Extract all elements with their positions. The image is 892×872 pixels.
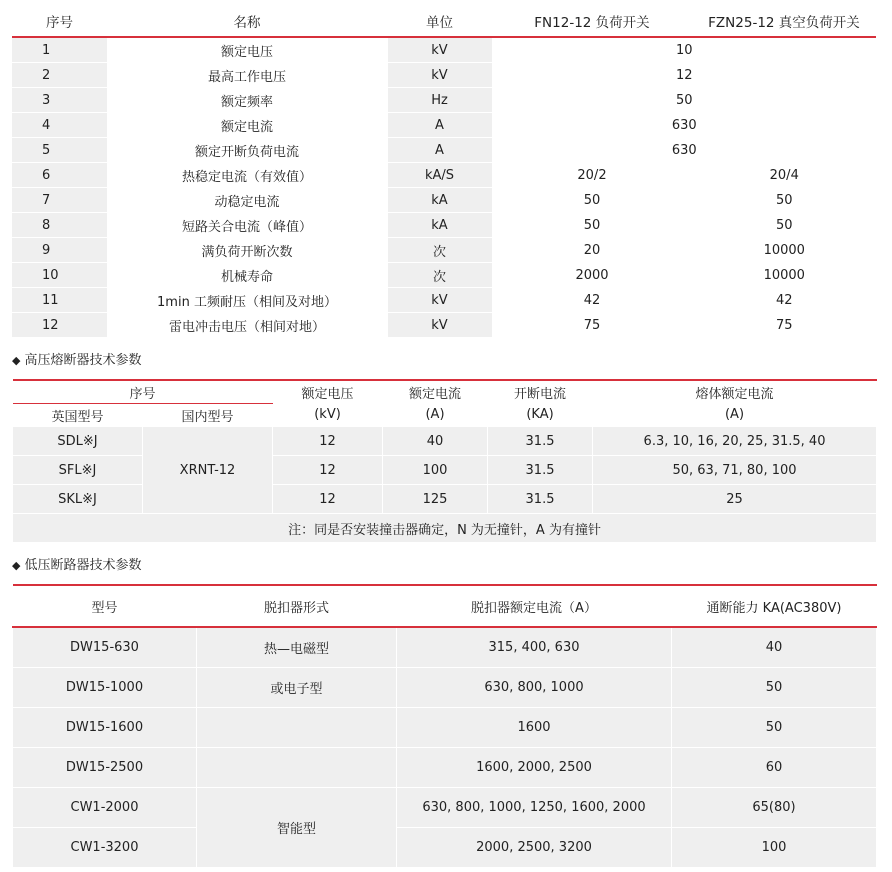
header-current-unit: (A)	[425, 407, 445, 423]
row-voltage: 12	[273, 485, 383, 514]
row-fn12: 50	[492, 213, 692, 238]
row-trip-type: 热—电磁型	[197, 627, 397, 668]
table-header-row	[13, 585, 877, 627]
fuse-spec-table	[12, 379, 877, 543]
table-row	[13, 668, 877, 708]
row-name: 最高工作电压	[107, 63, 387, 88]
table-row	[13, 788, 877, 828]
breaker-spec-table	[12, 584, 877, 868]
row-uk-model: SDL※J	[13, 427, 143, 456]
row-no: 4	[12, 113, 107, 138]
row-rated-current: 630, 800, 1000, 1250, 1600, 2000	[397, 788, 672, 828]
table-row	[12, 313, 876, 338]
row-breaking: 31.5	[488, 427, 593, 456]
row-name: 动稳定电流	[107, 188, 387, 213]
row-unit: A	[387, 113, 492, 138]
header-name: 名称	[107, 6, 387, 37]
row-unit: A	[387, 138, 492, 163]
row-current: 100	[383, 456, 488, 485]
row-capacity: 100	[672, 828, 877, 868]
header-trip-type: 脱扣器形式	[197, 585, 397, 627]
row-unit: Hz	[387, 88, 492, 113]
row-fzn25: 50	[692, 213, 876, 238]
table-row	[12, 238, 876, 263]
row-no: 2	[12, 63, 107, 88]
section-title-fuse	[12, 349, 141, 368]
row-capacity: 40	[672, 627, 877, 668]
table-note-row	[13, 514, 877, 543]
table-row	[12, 113, 876, 138]
row-model: DW15-1600	[13, 708, 197, 748]
load-switch-spec-table	[12, 6, 876, 338]
row-value-merged: 12	[492, 63, 876, 88]
row-uk-model: SKL※J	[13, 485, 143, 514]
section-title-breaker	[12, 554, 141, 573]
table-header-row	[13, 404, 877, 427]
row-no: 3	[12, 88, 107, 113]
row-value-merged: 50	[492, 88, 876, 113]
row-trip-type-empty	[197, 748, 397, 788]
row-fn12: 75	[492, 313, 692, 338]
row-unit: kV	[387, 37, 492, 63]
row-voltage: 12	[273, 427, 383, 456]
header-fuse-unit: (A)	[724, 407, 745, 423]
table-row	[13, 708, 877, 748]
table-header-row	[12, 6, 876, 37]
header-voltage: 额定电压	[301, 386, 354, 402]
row-fzn25: 50	[692, 188, 876, 213]
row-no: 12	[12, 313, 107, 338]
row-rated-current: 2000, 2500, 3200	[397, 828, 672, 868]
row-fn12: 50	[492, 188, 692, 213]
row-name: 热稳定电流（有效值）	[107, 163, 387, 188]
row-current: 125	[383, 485, 488, 514]
row-breaking: 31.5	[488, 485, 593, 514]
table-row	[12, 288, 876, 313]
header-seq: 序号	[13, 380, 273, 404]
row-no: 10	[12, 263, 107, 288]
header-current: 额定电流	[409, 386, 462, 402]
table-row	[12, 213, 876, 238]
table-row	[12, 63, 876, 88]
table-row	[12, 263, 876, 288]
section-title-text: 高压熔断器技术参数	[24, 353, 142, 368]
row-rated-current: 315, 400, 630	[397, 627, 672, 668]
header-trip-rated-current: 脱扣器额定电流（A）	[397, 585, 672, 627]
row-trip-type-empty	[197, 708, 397, 748]
row-unit: kA	[387, 213, 492, 238]
table-row	[12, 163, 876, 188]
table-row	[13, 456, 877, 485]
row-rated-current: 1600, 2000, 2500	[397, 748, 672, 788]
table-row	[12, 188, 876, 213]
row-unit: kV	[387, 288, 492, 313]
row-breaking: 31.5	[488, 456, 593, 485]
row-capacity: 50	[672, 668, 877, 708]
row-unit: kA/S	[387, 163, 492, 188]
row-name: 额定电压	[107, 37, 387, 63]
row-fuse: 50, 63, 71, 80, 100	[593, 456, 877, 485]
table-note: 注：同是否安装撞击器确定，N 为无撞针，A 为有撞针	[13, 514, 877, 543]
row-rated-current: 630, 800, 1000	[397, 668, 672, 708]
header-breaking: 开断电流	[514, 386, 567, 402]
row-fzn25: 10000	[692, 263, 876, 288]
section-title-text: 低压断路器技术参数	[24, 558, 142, 573]
row-name: 1min 工频耐压（相间及对地）	[107, 288, 387, 313]
row-voltage: 12	[273, 456, 383, 485]
row-name: 额定开断负荷电流	[107, 138, 387, 163]
table-header-row	[13, 380, 877, 404]
row-no: 11	[12, 288, 107, 313]
row-name: 额定电流	[107, 113, 387, 138]
row-no: 1	[12, 37, 107, 63]
row-model: DW15-1000	[13, 668, 197, 708]
row-capacity: 60	[672, 748, 877, 788]
row-unit: 次	[387, 238, 492, 263]
row-unit: 次	[387, 263, 492, 288]
table-row	[13, 748, 877, 788]
row-fzn25: 20/4	[692, 163, 876, 188]
row-fzn25: 42	[692, 288, 876, 313]
row-rated-current: 1600	[397, 708, 672, 748]
row-trip-type: 或电子型	[197, 668, 397, 708]
row-unit: kV	[387, 63, 492, 88]
row-model: CW1-2000	[13, 788, 197, 828]
row-capacity: 65(80)	[672, 788, 877, 828]
row-fn12: 2000	[492, 263, 692, 288]
row-fn12: 20	[492, 238, 692, 263]
row-fzn25: 75	[692, 313, 876, 338]
row-value-merged: 630	[492, 138, 876, 163]
row-name: 额定频率	[107, 88, 387, 113]
row-no: 5	[12, 138, 107, 163]
row-name: 短路关合电流（峰值）	[107, 213, 387, 238]
table-row	[13, 828, 877, 868]
row-model: DW15-2500	[13, 748, 197, 788]
row-model: CW1-3200	[13, 828, 197, 868]
header-breaking-capacity: 通断能力 KA(AC380V)	[672, 585, 877, 627]
row-name: 满负荷开断次数	[107, 238, 387, 263]
row-no: 6	[12, 163, 107, 188]
row-unit: kA	[387, 188, 492, 213]
row-no: 9	[12, 238, 107, 263]
table-row	[12, 138, 876, 163]
row-current: 40	[383, 427, 488, 456]
row-fn12: 20/2	[492, 163, 692, 188]
table-row	[12, 37, 876, 63]
row-uk-model: SFL※J	[13, 456, 143, 485]
header-model: 型号	[13, 585, 197, 627]
row-value-merged: 630	[492, 113, 876, 138]
row-name: 机械寿命	[107, 263, 387, 288]
header-voltage-unit: (kV)	[314, 407, 341, 423]
table-row	[13, 485, 877, 514]
row-fzn25: 10000	[692, 238, 876, 263]
row-unit: kV	[387, 313, 492, 338]
row-value-merged: 10	[492, 37, 876, 63]
header-unit: 单位	[387, 6, 492, 37]
row-fuse: 6.3, 10, 16, 20, 25, 31.5, 40	[593, 427, 877, 456]
table-row	[13, 627, 877, 668]
header-fuse: 熔体额定电流	[695, 386, 774, 402]
header-cn-model: 国内型号	[181, 409, 234, 425]
diamond-bullet-icon: ◆	[12, 354, 21, 367]
row-cn-model: XRNT-12	[143, 427, 273, 514]
table-row	[13, 427, 877, 456]
table-row	[12, 88, 876, 113]
header-fn12: FN12-12 负荷开关	[492, 6, 692, 37]
row-fuse: 25	[593, 485, 877, 514]
row-trip-type: 智能型	[197, 788, 397, 868]
row-fn12: 42	[492, 288, 692, 313]
header-fzn25: FZN25-12 真空负荷开关	[692, 6, 876, 37]
row-no: 8	[12, 213, 107, 238]
header-seq: 序号	[12, 6, 107, 37]
row-capacity: 50	[672, 708, 877, 748]
row-model: DW15-630	[13, 627, 197, 668]
header-breaking-unit: (KA)	[526, 407, 554, 423]
row-name: 雷电冲击电压（相间对地）	[107, 313, 387, 338]
header-uk-model: 英国型号	[51, 409, 104, 425]
row-no: 7	[12, 188, 107, 213]
diamond-bullet-icon: ◆	[12, 559, 21, 572]
